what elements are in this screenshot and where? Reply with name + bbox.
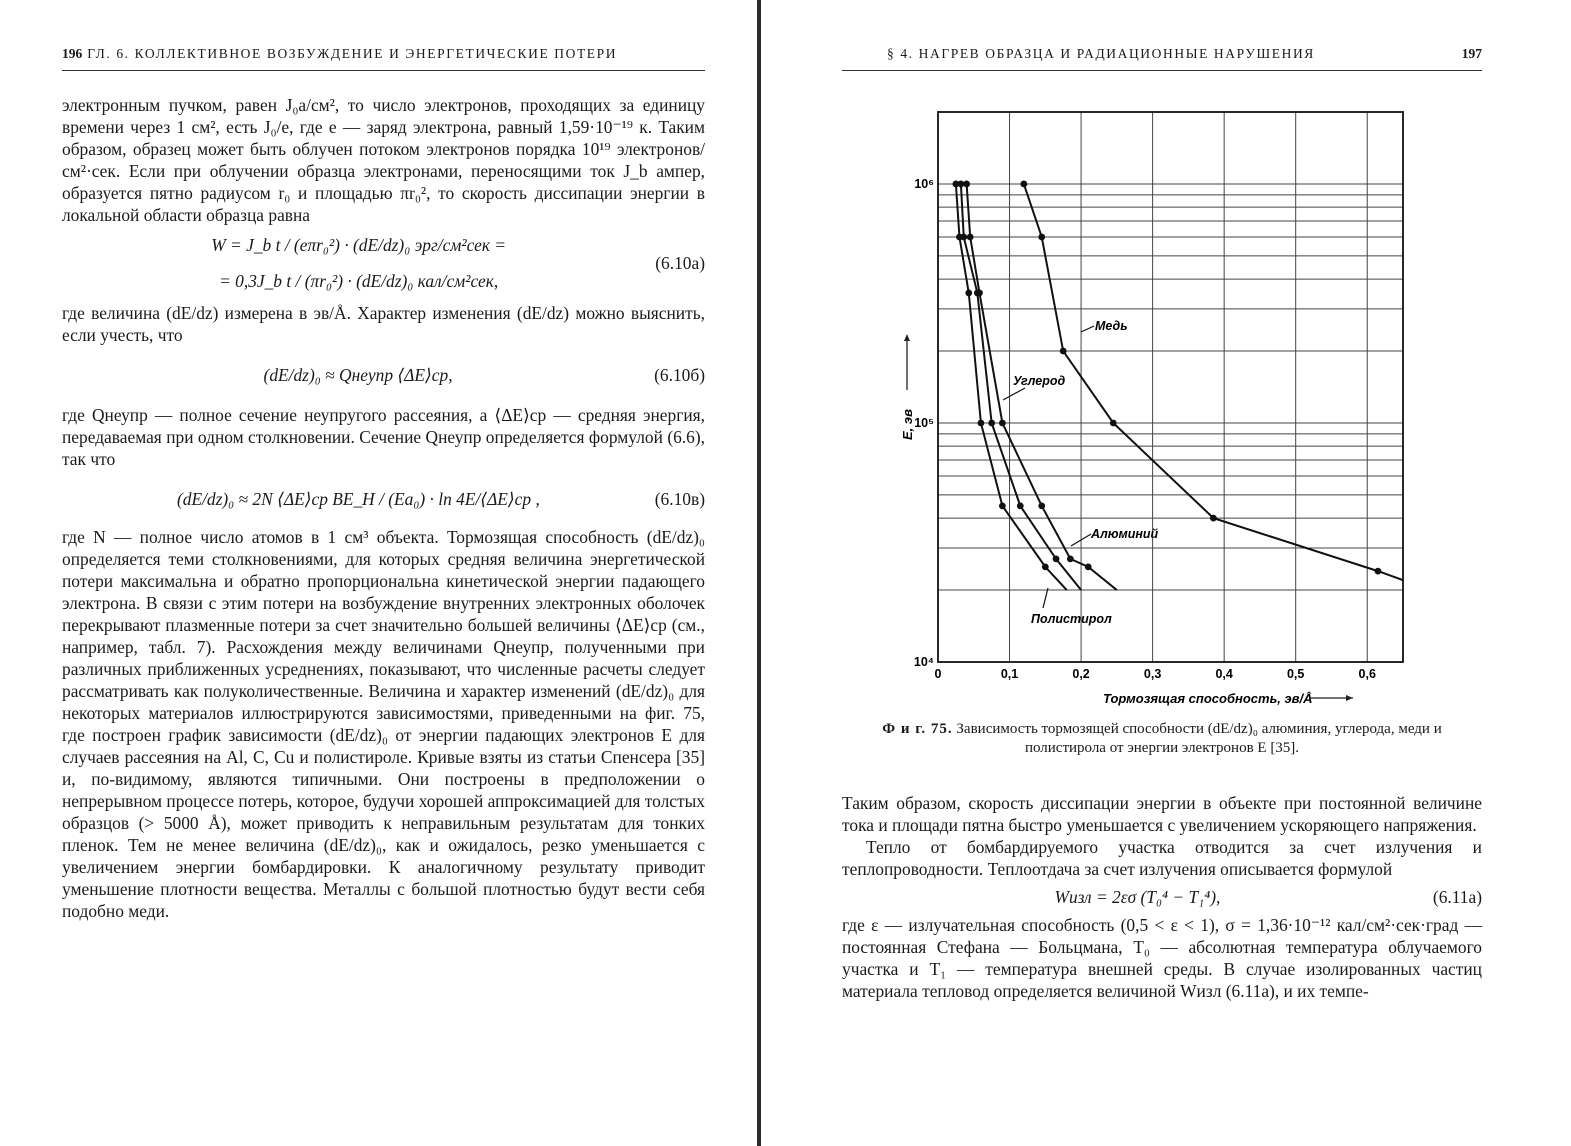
- annotation-leader: [1081, 326, 1094, 332]
- formula-6-11a-body: Wизл = 2εσ (T₀⁴ − T₁⁴),: [1054, 887, 1221, 907]
- x-tick-label: 0,6: [1358, 667, 1376, 681]
- right-running-header: [842, 46, 1482, 62]
- left-paragraph-2: где величина (dE/dz) измерена в эв/Å. Характер изменения (dE/dz) можно выяснить, если учесть, что: [62, 303, 705, 345]
- x-tick-label: 0,3: [1143, 667, 1162, 681]
- annotation-label: Медь: [1095, 319, 1128, 333]
- left-running-title: ГЛ. 6. КОЛЛЕКТИВНОЕ ВОЗБУЖДЕНИЕ И ЭНЕРГЕТИЧЕСКИЕ ПОТЕРИ: [87, 46, 618, 61]
- series-marker: [956, 234, 963, 241]
- x-axis-label: Тормозящая способность, эв/Å: [1103, 691, 1313, 706]
- x-tick-label: 0,4: [1215, 667, 1233, 681]
- y-axis-label: E, эв: [900, 409, 915, 440]
- chart-y-ticks: [914, 177, 934, 669]
- x-tick-label: 0,1: [1000, 667, 1019, 681]
- annotation-label: Углерод: [1013, 374, 1066, 388]
- annotation-leader: [1043, 588, 1048, 608]
- left-paragraph-1: электронным пучком, равен J₀a/см², то число электронов, проходящих за единицу времени через 1 см², есть J₀/e, где e — заряд электрона, равный 1,59·10⁻¹⁹ к. Таким образом, образец может быть облучен потоком электронов порядка 10¹⁹ электронов/см²·сек. Если при облучении образца электронами, переносящими ток J_b ампер, образуется пятно радиусом r₀ и площадью πr₀², то скорость диссипации энергии в локальной области образца равна: [62, 95, 705, 225]
- annotation-leader: [1003, 388, 1025, 400]
- series-marker: [1020, 181, 1027, 188]
- series-marker: [1053, 555, 1060, 562]
- y-axis-arrowhead: [904, 334, 910, 341]
- left-header-rule: [62, 70, 705, 71]
- formula-6-10a-number: (6.10а): [655, 253, 705, 273]
- series-marker: [999, 502, 1006, 509]
- formula-6-10b-number: (6.10б): [654, 365, 705, 385]
- series-marker: [967, 234, 974, 241]
- right-header-rule: [842, 70, 1482, 71]
- caption-text: Зависимость тормозящей способности (dE/dz)₀ алюминия, углерода, меди и полистирола от энергии электронов E [35].: [956, 721, 1442, 756]
- annotation-label: Полистирол: [1031, 612, 1112, 626]
- formula-6-10b-body: (dE/dz)₀ ≈ Qнеупр ⟨ΔE⟩ср,: [263, 365, 453, 385]
- chart-grid: [938, 112, 1403, 662]
- right-page-number: 197: [1461, 46, 1482, 61]
- right-body: [842, 792, 1482, 1002]
- series-marker: [1110, 420, 1117, 427]
- left-paragraph-3: где Qнеупр — полное сечение неупругого рассеяния, а ⟨ΔE⟩ср — средняя энергия, передаваемая при одном столкновении. Сечение Qнеупр определяется формулой (6.6), так что: [62, 405, 705, 469]
- series-marker: [1060, 348, 1067, 355]
- series-marker: [1017, 502, 1024, 509]
- series-marker: [999, 420, 1006, 427]
- formula-6-11a-number: (6.11а): [1432, 887, 1482, 907]
- formula-6-11a: [842, 886, 1482, 908]
- x-tick-label: 0: [934, 667, 942, 681]
- left-body: [62, 94, 705, 922]
- formula-6-10a-line2: = 0,3J_b t / (πr₀²) · (dE/dz)₀ кал/см²сек,: [219, 271, 499, 291]
- y-tick-label: 10⁴: [913, 655, 934, 669]
- formula-6-10a: [62, 234, 705, 292]
- left-running-header: [62, 46, 702, 62]
- right-page: [785, 0, 1571, 1146]
- y-tick-label: 10⁵: [914, 415, 934, 430]
- annotation-label: Алюминий: [1091, 527, 1159, 541]
- right-running-title: § 4. НАГРЕВ ОБРАЗЦА И РАДИАЦИОННЫЕ НАРУШЕНИЯ: [887, 46, 1315, 61]
- x-tick-label: 0,5: [1286, 667, 1305, 681]
- formula-6-10c: [62, 488, 705, 510]
- series-marker: [1085, 563, 1092, 570]
- series-marker: [1210, 515, 1217, 522]
- formula-6-10a-line1: W = J_b t / (eπr₀²) · (dE/dz)₀ эрг/см²сек =: [211, 235, 507, 255]
- series-marker: [1042, 563, 1049, 570]
- series-marker: [978, 420, 985, 427]
- book-gutter: [757, 0, 761, 1146]
- right-paragraph-1: Таким образом, скорость диссипации энергии в объекте при постоянной величине тока и площади пятна быстро уменьшается с увеличением ускоряющего напряжения.: [842, 793, 1482, 835]
- series-marker: [974, 290, 981, 297]
- left-paragraph-4: где N — полное число атомов в 1 см³ объекта. Тормозящая способность (dE/dz)₀ определяется теми столкновениями, для которых средняя величина энергетической потери максимальна и обратно пропорциональна кинетической энергии падающего электрона. В связи с этим потери на возбуждение внутренних электронных оболочек перекрывают плазменные потери за счет значительно большей величины ⟨ΔE⟩ср (см., например, табл. 7). Расхождения между величинами Qнеупр, полученными при различных приближенных усреднениях, показывают, что численные расчеты следует рассматривать как полуколичественные. Величина и характер изменений (dE/dz)₀ для некоторых материалов иллюстрируются зависимостями, приведенными на фиг. 75, где построен график зависимости (dE/dz)₀ от энергии падающих электронов E для случаев рассеяния на Al, C, Cu и полистироле. Кривые взяты из статьи Спенсера [35] и, по-видимому, являются типичными. Они построены в предположении о непрерывном процессе потерь, которое, будучи хорошей аппроксимацией для толстых образцов (> 5000 Å), может приводить к неправильным результатам для тонких пленок. Тем не менее величина (dE/dz)₀, как и ожидалось, резко уменьшается с увеличением энергии бомбардировки. К аналогичному результату приводит уменьшение плотности вещества. Металлы с большой плотностью будут вести себя подобно меди.: [62, 527, 705, 921]
- x-tick-label: 0,2: [1072, 667, 1090, 681]
- series-marker: [1375, 568, 1382, 575]
- series-marker: [988, 420, 995, 427]
- formula-6-10c-body: (dE/dz)₀ ≈ 2N ⟨ΔE⟩ср BE_H / (Ea₀) · ln 4E/⟨ΔE⟩ср ,: [176, 489, 540, 509]
- chart-x-ticks: [935, 667, 1376, 681]
- left-page: [0, 0, 760, 1146]
- figure-caption: [842, 720, 1482, 758]
- stopping-power-chart: [900, 100, 1503, 710]
- series-marker: [952, 181, 959, 188]
- formula-6-10c-number: (6.10в): [654, 489, 705, 509]
- y-tick-label: 10⁶: [914, 176, 934, 191]
- x-axis-arrowhead: [1346, 695, 1353, 701]
- caption-label: Ф и г. 75.: [882, 721, 953, 737]
- left-page-number: 196: [62, 46, 83, 61]
- series-marker: [1038, 502, 1045, 509]
- series-marker: [1067, 555, 1074, 562]
- formula-6-10b: [62, 364, 705, 386]
- right-paragraph-3: где ε — излучательная способность (0,5 < ε < 1), σ = 1,36·10⁻¹² кал/см²·сек·град — постоянная Стефана — Больцмана, T₀ — абсолютная температура облучаемого участка и T₁ — температура внешней среды. В случае изолированных частиц материала тепловод определяется величиной Wизл (6.11а), и их темпе-: [842, 915, 1482, 1001]
- series-marker: [1038, 234, 1045, 241]
- right-paragraph-2: Тепло от бомбардируемого участка отводится за счет излучения и теплопроводности. Теплоотдача за счет излучения описывается формулой: [842, 837, 1482, 879]
- series-marker: [965, 290, 972, 297]
